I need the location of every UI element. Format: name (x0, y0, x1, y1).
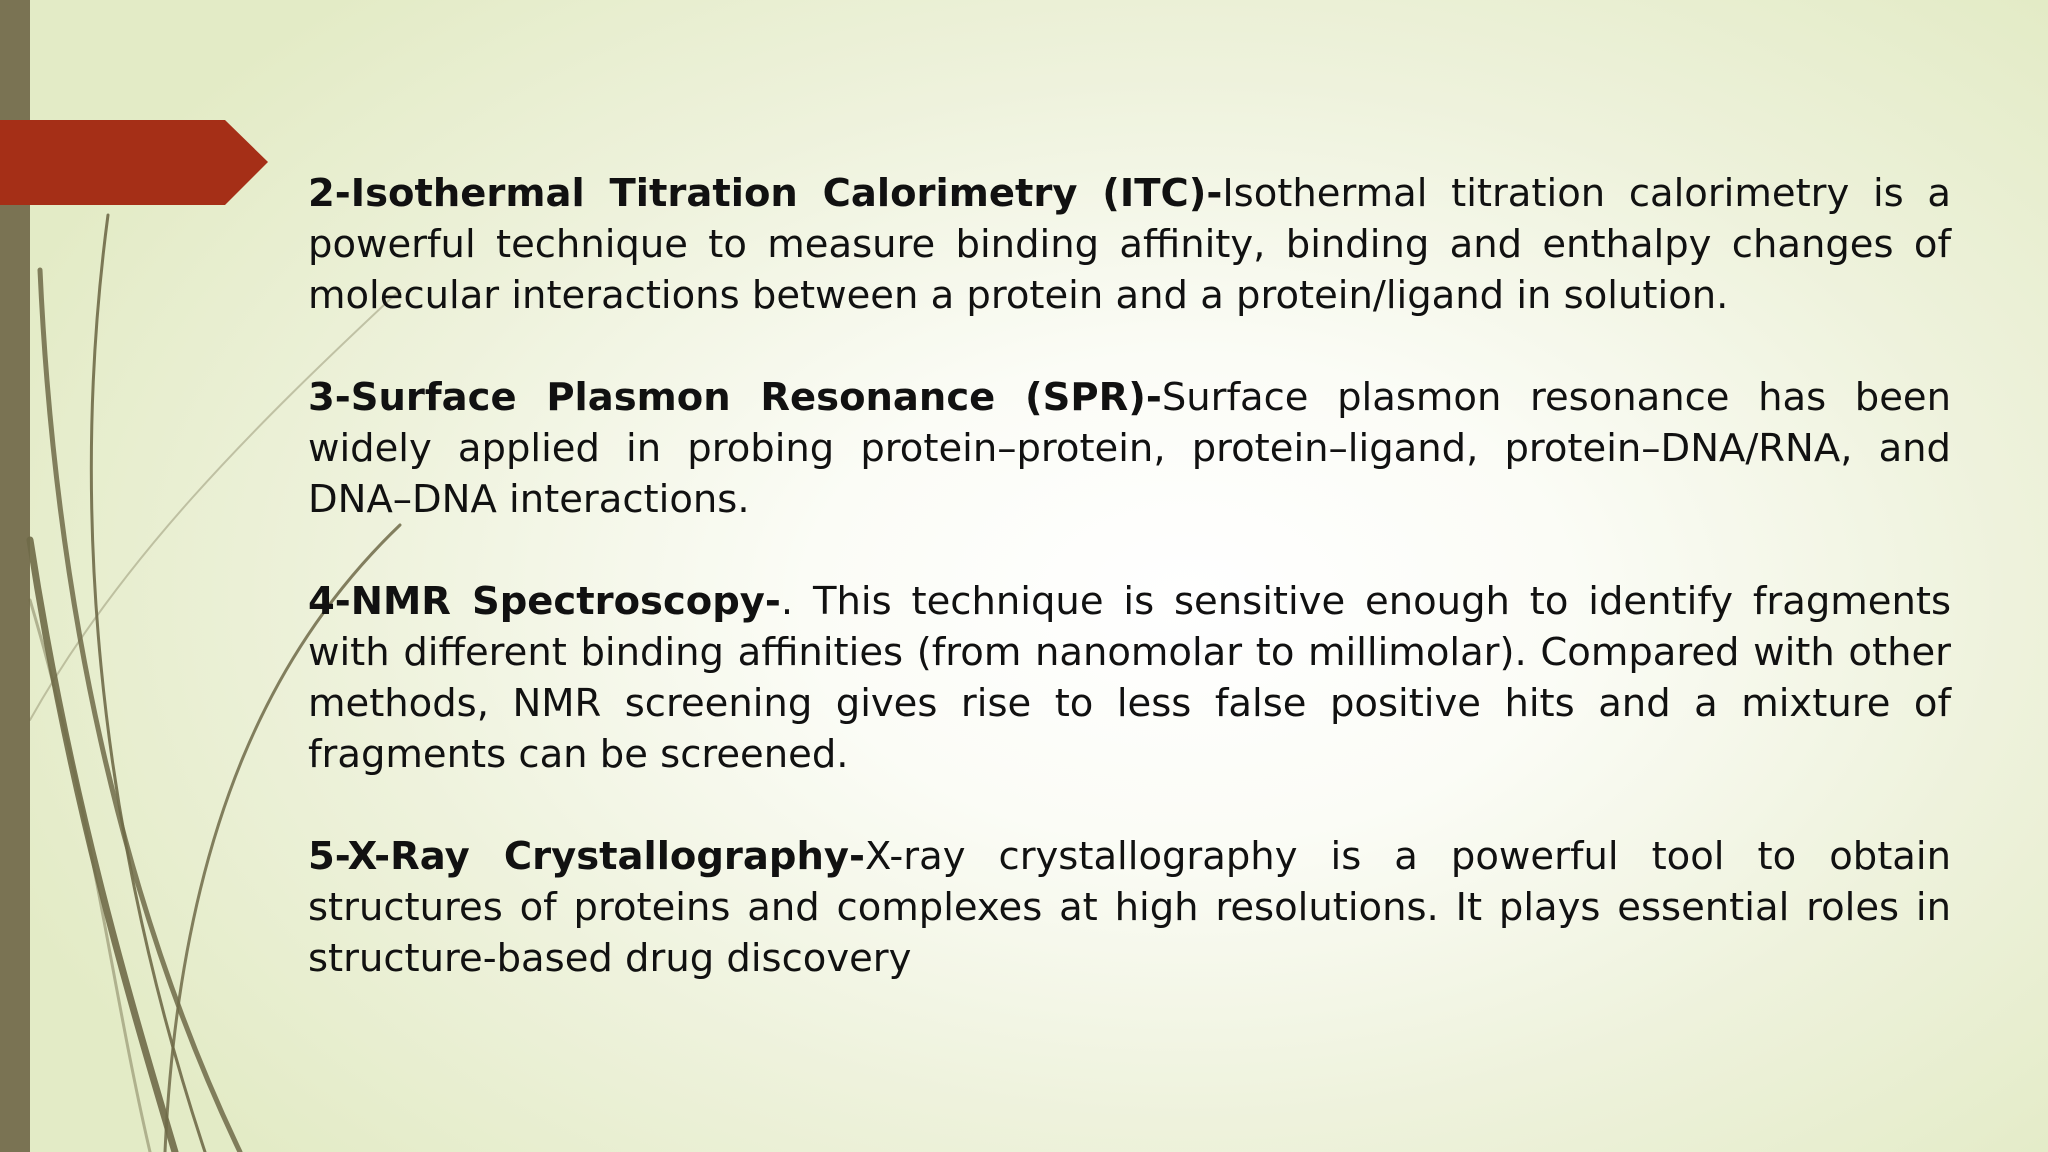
paragraph-spr (308, 372, 1951, 525)
paragraph-body: X-ray crystallography is a powerful tool to obtain structures of proteins and complexes at high resolutions. It plays essential roles in structure-based drug discovery (308, 834, 1951, 981)
arrow-tab-icon (0, 120, 270, 205)
paragraph-nmr (308, 576, 1951, 780)
swoosh-line-1 (91, 215, 205, 1152)
swoosh-line-3 (30, 540, 175, 1152)
paragraph-heading: 2-Isothermal Titration Calorimetry (ITC)- (308, 171, 1223, 216)
paragraph-heading: 3-Surface Plasmon Resonance (SPR)- (308, 375, 1162, 420)
paragraph-heading: 4-NMR Spectroscopy- (308, 579, 781, 624)
paragraph-body: . This technique is sensitive enough to identify fragments with different binding affinities (from nanomolar to millimolar). Compared with other methods, NMR screening gives rise to less false positive hits and a mixture of fragments can be screened. (308, 579, 1952, 777)
paragraph-body: Isothermal titration calorimetry is a powerful technique to measure binding affinity, binding and enthalpy changes of molecular interactions between a protein and a protein/ligand in solution. (308, 171, 1951, 318)
arrow-tab-shape (0, 120, 268, 205)
slide-content (308, 168, 1951, 1035)
paragraph-body: Surface plasmon resonance has been widely applied in probing protein–protein, protein–ligand, protein–DNA/RNA, and DNA–DNA interactions. (308, 375, 1951, 522)
paragraph-itc (308, 168, 1951, 321)
paragraph-xray (308, 831, 1951, 984)
paragraph-heading: 5-X-Ray Crystallography- (308, 834, 865, 879)
